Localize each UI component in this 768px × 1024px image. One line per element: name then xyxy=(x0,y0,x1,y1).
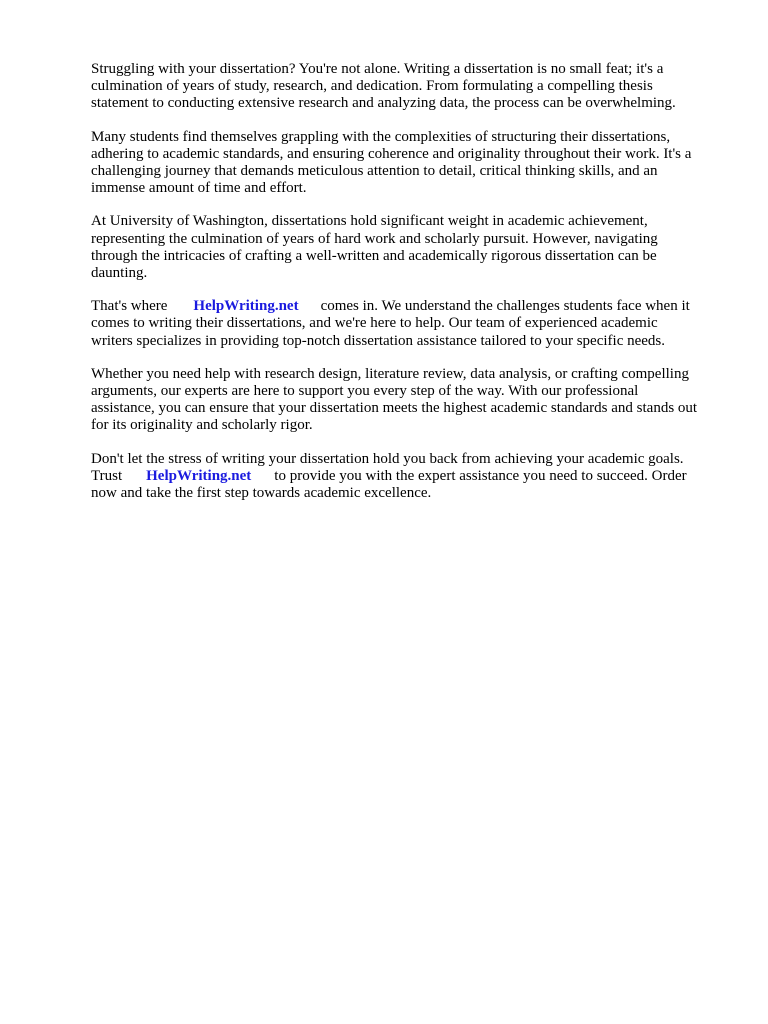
document-body xyxy=(91,61,731,502)
paragraph-challenges: Many students find themselves grappling with the complexities of structuring their dissertations, adhering to academic standards, and ensuring coherence and originality throughout their work. It's a challenging journey that demands meticulous attention to detail, critical thinking skills, and an immense amount of time and effort. xyxy=(91,128,692,197)
paragraph-cta-lead: Trust xyxy=(91,467,123,484)
paragraph-cta-rest: to provide you with the expert assistance you need to succeed. Order now and take the first step towards academic excellence. xyxy=(91,467,687,502)
helpwriting-link-cta[interactable]: HelpWriting.net xyxy=(146,467,252,484)
paragraph-service-intro xyxy=(91,298,731,350)
helpwriting-link[interactable]: HelpWriting.net xyxy=(193,298,299,315)
paragraph-support: Whether you need help with research design, literature review, data analysis, or crafting compelling arguments, our experts are here to support you every step of the way. With our professional assistance, you can ensure that your dissertation meets the highest academic standards and stands out for its originality and scholarly rigor. xyxy=(91,365,698,434)
paragraph-service-intro-lead: That's where xyxy=(91,298,168,315)
paragraph-call-to-action xyxy=(91,451,731,503)
paragraph-service-intro-rest: comes in. We understand the challenges students face when it comes to writing their dissertations, and we're here to help. Our team of experienced academic writers specializes in providing top-notch dissertation assistance tailored to your specific needs. xyxy=(91,298,690,349)
paragraph-intro: Struggling with your dissertation? You're not alone. Writing a dissertation is no small feat; it's a culmination of years of study, research, and dedication. From formulating a compelling thesis statement to conducting extensive research and analyzing data, the process can be overwhelming. xyxy=(91,61,676,112)
paragraph-university: At University of Washington, dissertations hold significant weight in academic achievement, representing the culmination of years of hard work and scholarly pursuit. However, navigating through the intricacies of crafting a well-written and academically rigorous dissertation can be daunting. xyxy=(91,213,658,282)
paragraph-cta-line1: Don't let the stress of writing your dissertation hold you back from achieving your academic goals. xyxy=(91,450,684,467)
